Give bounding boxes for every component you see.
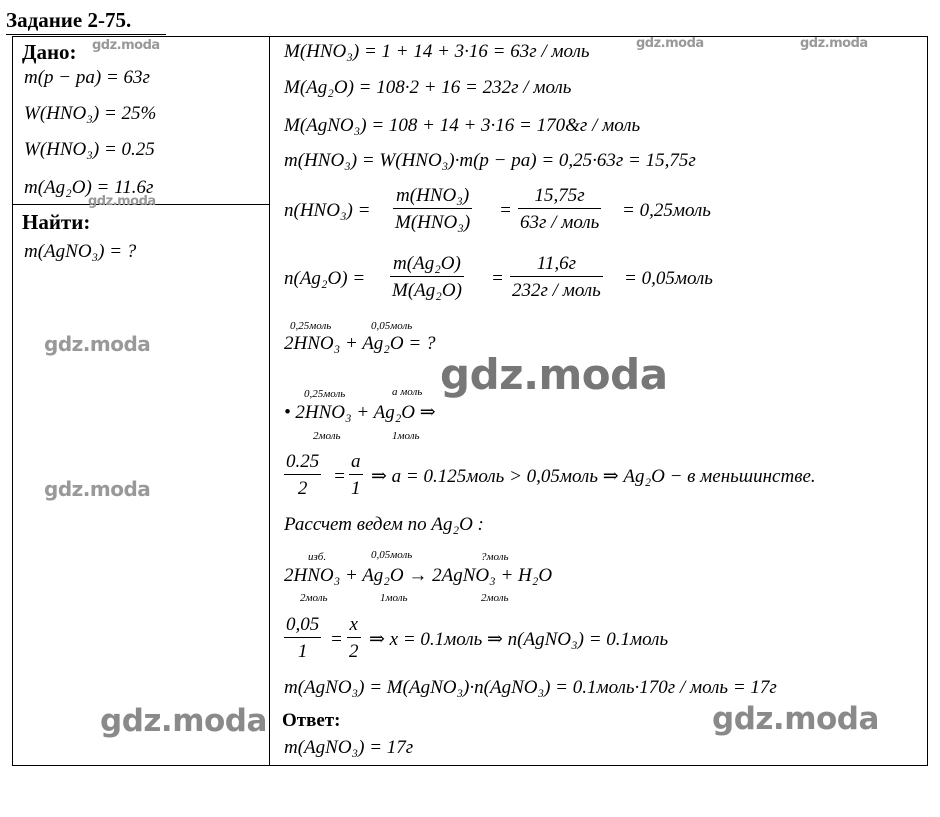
reaction-annotation: 1моль: [392, 430, 420, 442]
n-hno3-lhs: n(HNO₃) =: [284, 200, 371, 221]
watermark: gdz.moda: [44, 332, 151, 356]
n-ag2o-result: = 0,05моль: [624, 268, 713, 289]
reaction-annotation: 0,25моль: [290, 320, 332, 332]
title-underline: [6, 34, 166, 35]
given-item: W(HNO₃) = 0.25: [24, 139, 155, 160]
fraction-denominator: 1: [351, 478, 361, 499]
fraction-numerator: x: [347, 615, 361, 638]
n-ag2o-lhs: n(Ag₂O) =: [284, 268, 366, 289]
equals-sign: =: [491, 268, 504, 289]
fraction: [284, 615, 321, 661]
reaction-annotation: 0,05моль: [371, 320, 413, 332]
molar-mass-agno3: M(AgNO₃) = 108 + 14 + 3·16 = 170&г / моль: [284, 115, 641, 136]
reaction-3: 2HNO₃ + Ag₂O → 2AgNO₃ + H₂O: [284, 565, 553, 586]
fraction: [284, 452, 321, 498]
fraction: [510, 254, 603, 300]
fraction-denominator: 232г / моль: [512, 280, 601, 301]
reaction-annotation: 1моль: [380, 592, 408, 604]
calc-by-text: Рассчет ведем по Ag₂O :: [284, 514, 484, 535]
watermark: gdz.moda: [800, 36, 868, 51]
equals-sign: =: [499, 200, 512, 221]
mass-agno3: m(AgNO₃) = M(AgNO₃)·n(AgNO₃) = 0.1моль·170г / моль = 17г: [284, 677, 777, 698]
equals-sign: =: [333, 466, 346, 487]
fraction: [349, 452, 363, 498]
fraction: [347, 615, 361, 661]
fraction-denominator: 63г / моль: [520, 212, 600, 233]
fraction-denominator: 2: [349, 641, 359, 662]
fraction-numerator: m(HNO₃): [393, 186, 472, 209]
ratio-1-conclusion: ⇒ a = 0.125моль > 0,05моль ⇒ Ag₂O − в меньшинстве.: [371, 466, 816, 487]
watermark: gdz.moda: [636, 36, 704, 51]
ratio-2-conclusion: ⇒ x = 0.1моль ⇒ n(AgNO₃) = 0.1моль: [369, 629, 669, 650]
fraction: [393, 186, 472, 232]
given-label: Дано:: [22, 40, 77, 64]
fraction-denominator: M(HNO₃): [395, 212, 471, 233]
fraction-denominator: M(Ag₂O): [392, 280, 462, 301]
given-item: m(р − ра) = 63г: [24, 67, 150, 88]
reaction-annotation: 0,05моль: [371, 549, 413, 561]
fraction: [390, 254, 464, 300]
fraction-numerator: 11,6г: [510, 254, 603, 277]
reaction-1: 2HNO₃ + Ag₂O = ?: [284, 333, 436, 354]
watermark: gdz.moda: [44, 477, 151, 501]
watermark: gdz.moda: [440, 350, 668, 399]
fraction: [518, 186, 601, 232]
given-item: m(Ag₂O) = 11.6г: [24, 177, 154, 198]
mass-hno3: m(HNO₃) = W(HNO₃)·m(р − ра) = 0,25·63г = 15,75г: [284, 150, 696, 171]
reaction-2: • 2HNO₃ + Ag₂O ⇒: [284, 402, 436, 423]
fraction-numerator: m(Ag₂O): [390, 254, 464, 277]
reaction-annotation: 2моль: [313, 430, 341, 442]
molar-mass-hno3: M(HNO₃) = 1 + 14 + 3·16 = 63г / моль: [284, 41, 590, 62]
fraction-numerator: a: [349, 452, 363, 475]
molar-mass-ag2o: M(Ag₂O) = 108·2 + 16 = 232г / моль: [284, 77, 572, 98]
fraction-numerator: 0,05: [284, 615, 321, 638]
fraction-numerator: 15,75г: [518, 186, 601, 209]
fraction-denominator: 2: [297, 478, 308, 499]
fraction-numerator: 0.25: [284, 452, 321, 475]
reaction-annotation: 2моль: [481, 592, 509, 604]
reaction-annotation: ?моль: [481, 551, 509, 563]
given-item: W(HNO₃) = 25%: [24, 103, 157, 124]
find-label: Найти:: [22, 210, 91, 234]
fraction-denominator: 1: [297, 641, 308, 662]
find-item: m(AgNO₃) = ?: [24, 241, 137, 262]
reaction-annotation: 0,25моль: [304, 388, 346, 400]
reaction-annotation: а моль: [392, 386, 423, 398]
watermark: gdz.moda: [92, 38, 160, 53]
watermark: gdz.moda: [712, 701, 879, 737]
watermark: gdz.moda: [100, 703, 267, 739]
equals-sign: =: [330, 629, 343, 650]
answer-value: m(AgNO₃) = 17г: [284, 737, 414, 758]
answer-label: Ответ:: [282, 710, 341, 731]
watermark: gdz.moda: [88, 194, 156, 209]
reaction-annotation: изб.: [308, 551, 327, 563]
reaction-annotation: 2моль: [300, 592, 328, 604]
column-divider: [269, 36, 270, 766]
n-hno3-result: = 0,25моль: [622, 200, 711, 221]
task-title: Задание 2-75.: [6, 8, 132, 32]
